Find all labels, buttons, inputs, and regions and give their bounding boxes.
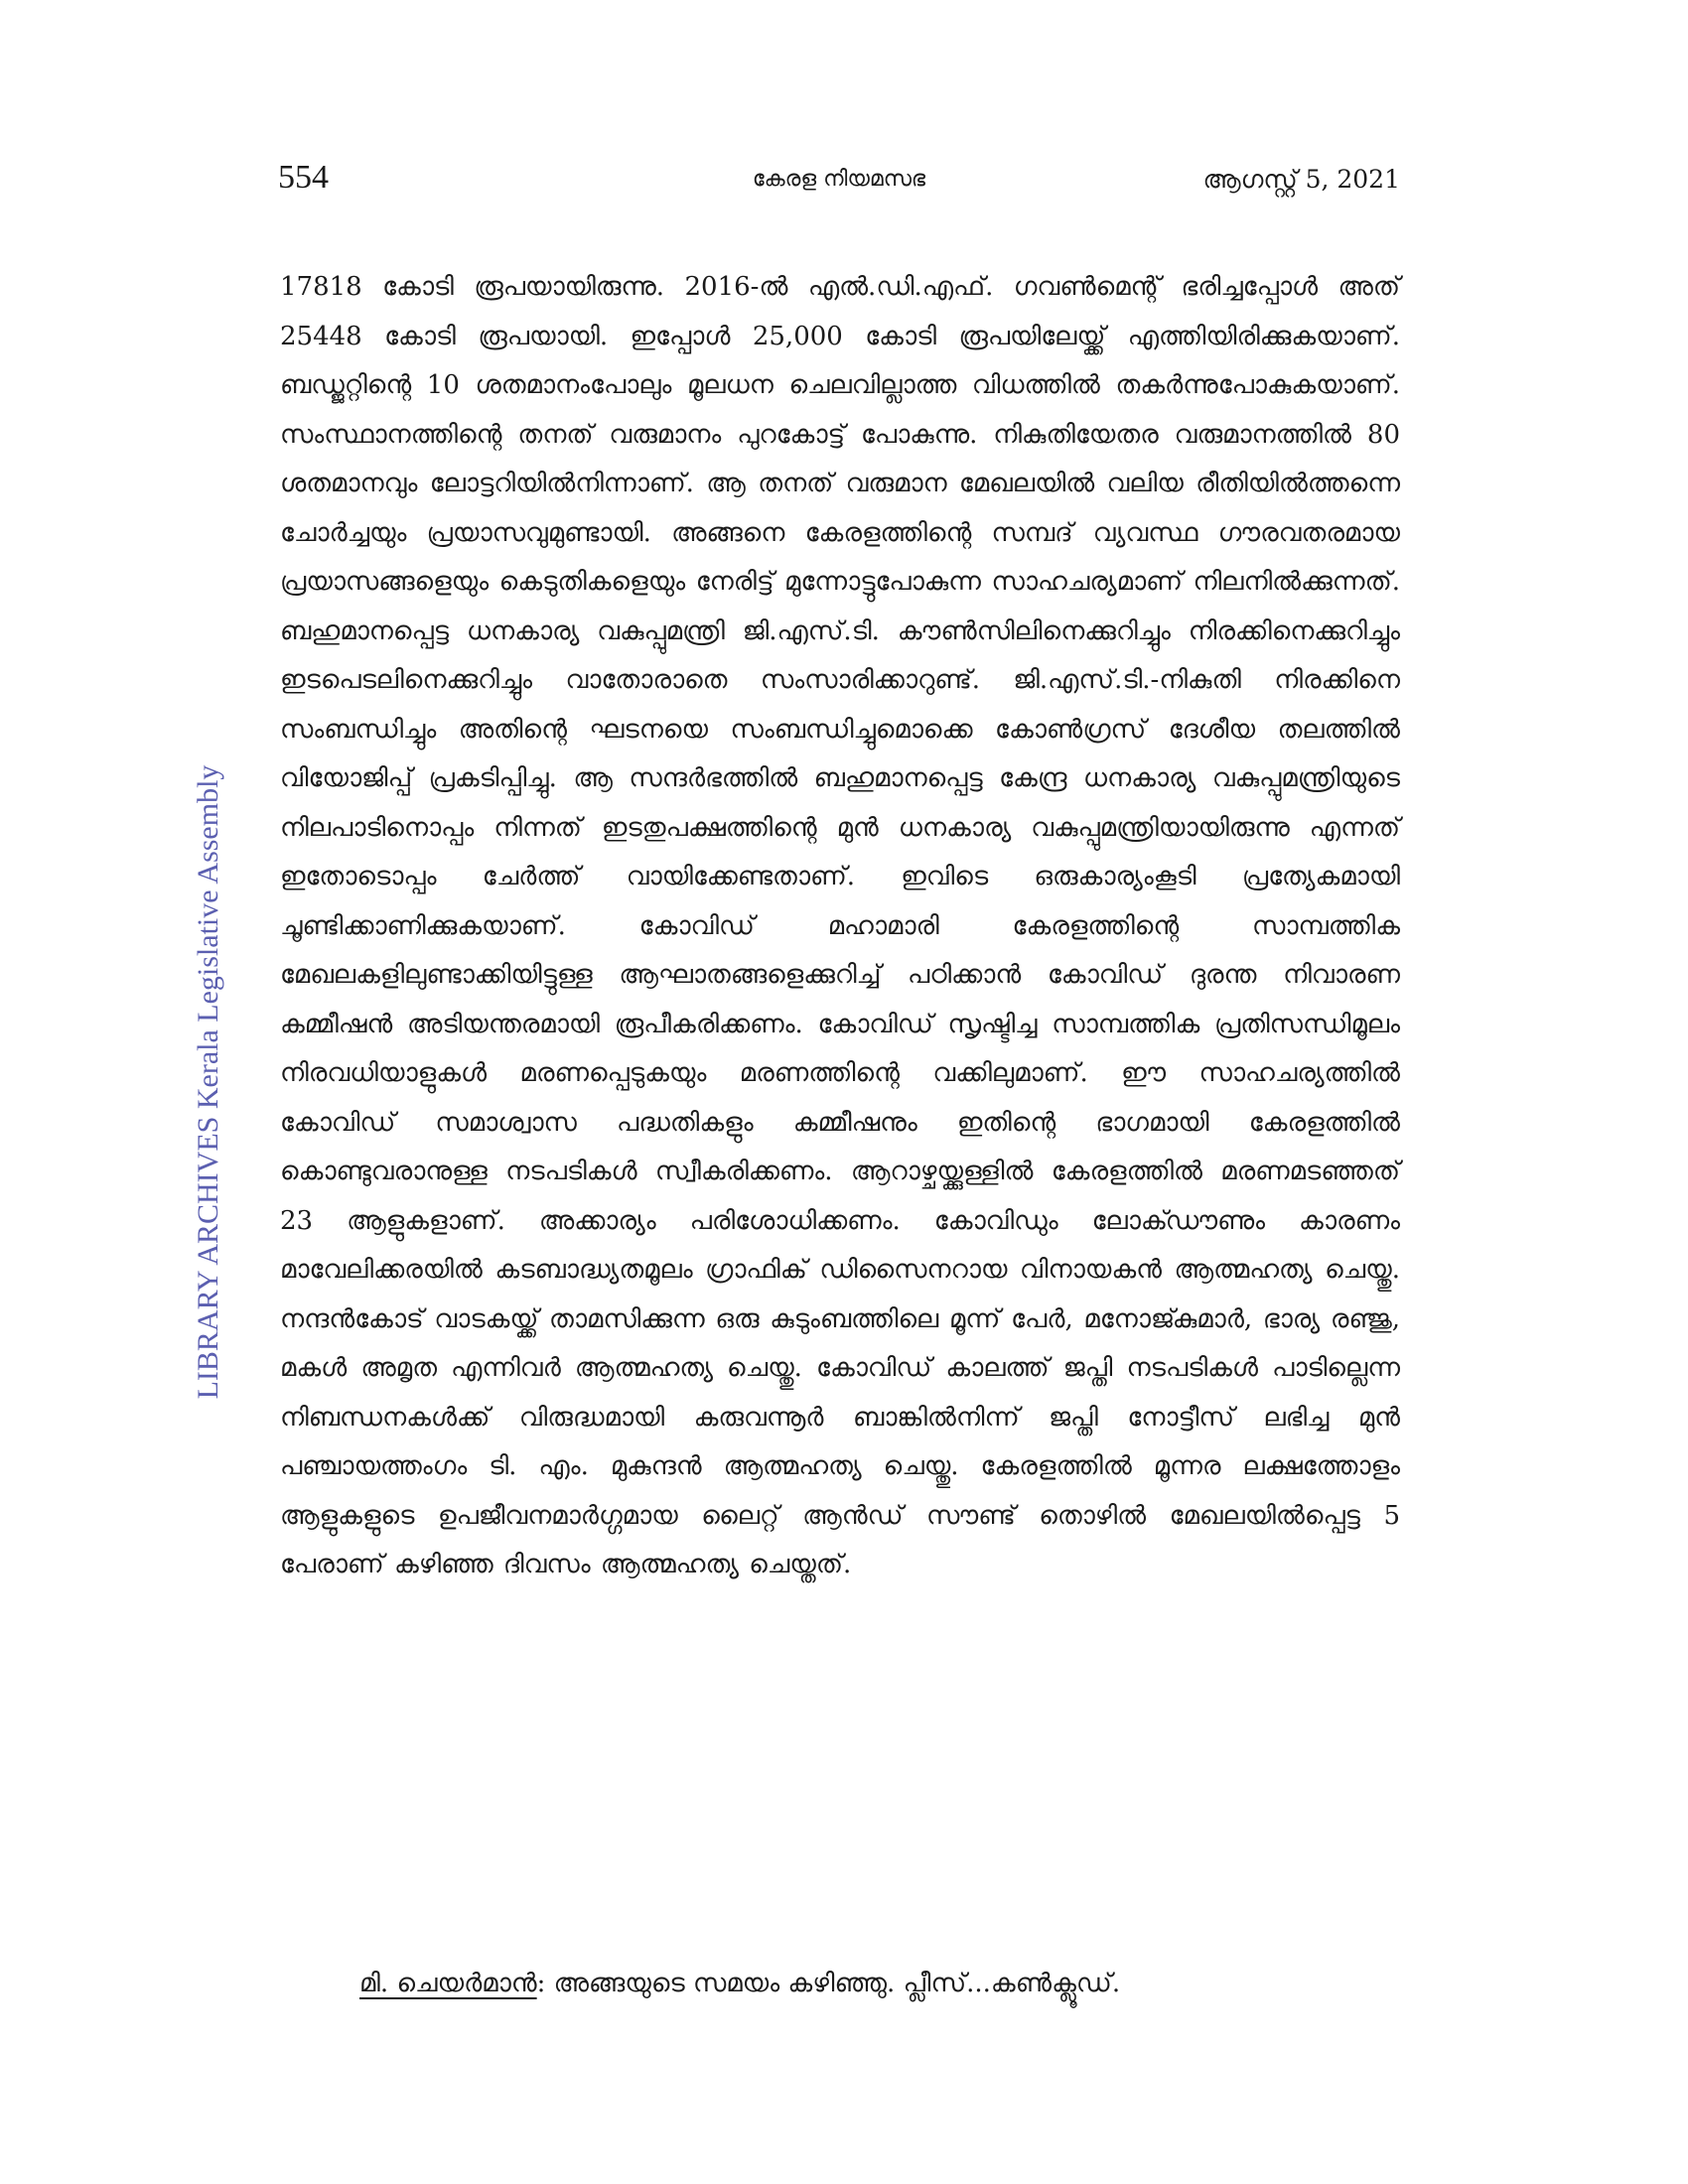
- speaker-text: അങ്ങയുടെ സമയം കഴിഞ്ഞു. പ്ലീസ്...കൺക്ലൂഡ്.: [553, 1969, 1121, 1998]
- archive-watermark: LIBRARY ARCHIVES Kerala Legislative Assembly: [192, 764, 224, 1400]
- page-number: 554: [278, 159, 329, 196]
- speech-paragraph: 17818 കോടി രൂപയായിരുന്നു. 2016-ൽ എൽ.ഡി.എഫ്. ഗവൺമെന്റ് ഭരിച്ചപ്പോൾ അത് 25448 കോടി രൂപയായി. ഇപ്പോൾ 25,000 കോടി രൂപയിലേയ്ക്ക് എത്തിയിരിക്കുകയാണ്. ബഡ്ജറ്റിന്റെ 10 ശതമാനംപോലും മൂലധന ചെലവില്ലാത്ത വിധത്തിൽ തകർന്നുപോകുകയാണ്. സംസ്ഥാനത്തിന്റെ തനത് വരുമാനം പുറകോട്ട് പോകുന്നു. നികുതിയേതര വരുമാനത്തിൽ 80 ശതമാനവും ലോട്ടറിയിൽനിന്നാണ്. ആ തനത് വരുമാന മേഖലയിൽ വലിയ രീതിയിൽത്തന്നെ ചോർച്ചയും പ്രയാസവുമുണ്ടായി. അങ്ങനെ കേരളത്തിന്റെ സമ്പദ് വ്യവസ്ഥ ഗൗരവതരമായ പ്രയാസങ്ങളെയും കെടുതികളെയും നേരിട്ട് മുന്നോട്ടുപോകുന്ന സാഹചര്യമാണ് നിലനിൽക്കുന്നത്. ബഹുമാനപ്പെട്ട ധനകാര്യ വകുപ്പുമന്ത്രി ജി.എസ്.ടി. കൗൺസിലിനെക്കുറിച്ചും നിരക്കിനെക്കുറിച്ചും ഇടപെടലിനെക്കുറിച്ചും വാതോരാതെ സംസാരിക്കാറുണ്ട്. ജി.എസ്.ടി.-നികുതി നിരക്കിനെ സംബന്ധിച്ചും അതിന്റെ ഘടനയെ സംബന്ധിച്ചുമൊക്കെ കോൺഗ്രസ് ദേശീയ തലത്തിൽ വിയോജിപ്പ് പ്രകടിപ്പിച്ചു. ആ സന്ദർഭത്തിൽ ബഹുമാനപ്പെട്ട കേന്ദ്ര ധനകാര്യ വകുപ്പുമന്ത്രിയുടെ നിലപാടിനൊപ്പം നിന്നത് ഇടതുപക്ഷത്തിന്റെ മുൻ ധനകാര്യ വകുപ്പുമന്ത്രിയായിരുന്നു എന്നത് ഇതോടൊപ്പം ചേർത്ത് വായിക്കേണ്ടതാണ്. ഇവിടെ ഒരുകാര്യംകൂടി പ്രത്യേകമായി ചൂണ്ടിക്കാണിക്കുകയാണ്. കോവിഡ് മഹാമാരി കേരളത്തിന്റെ സാമ്പത്തിക മേഖലകളിലുണ്ടാക്കിയിട്ടുള്ള ആഘാതങ്ങളെക്കുറിച്ച് പഠിക്കാൻ കോവിഡ് ദുരന്ത നിവാരണ കമ്മീഷൻ അടിയന്തരമായി രൂപീകരിക്കണം. കോവിഡ് സൃഷ്ടിച്ച സാമ്പത്തിക പ്രതിസന്ധിമൂലം നിരവധിയാളുകൾ മരണപ്പെടുകയും മരണത്തിന്റെ വക്കിലുമാണ്. ഈ സാഹചര്യത്തിൽ കോവിഡ് സമാശ്വാസ പദ്ധതികളും കമ്മീഷനും ഇതിന്റെ ഭാഗമായി കേരളത്തിൽ കൊണ്ടുവരാനുള്ള നടപടികൾ സ്വീകരിക്കണം. ആറാഴ്ചയ്ക്കുള്ളിൽ കേരളത്തിൽ മരണമടഞ്ഞത് 23 ആളുകളാണ്. അക്കാര്യം പരിശോധിക്കണം. കോവിഡും ലോക്ഡൗണും കാരണം മാവേലിക്കരയിൽ കടബാദ്ധ്യതമൂലം ഗ്രാഫിക് ഡിസൈനറായ വിനായകൻ ആത്മഹത്യ ചെയ്തു. നന്ദൻകോട് വാടകയ്ക്ക് താമസിക്കുന്ന ഒരു കുടുംബത്തിലെ മൂന്ന് പേർ, മനോജ്കുമാർ, ഭാര്യ രഞ്ജു, മകൾ അമൃത എന്നിവർ ആത്മഹത്യ ചെയ്തു. കോവിഡ് കാലത്ത് ജപ്തി നടപടികൾ പാടില്ലെന്ന നിബന്ധനകൾക്ക് വിരുദ്ധമായി കരുവന്നൂർ ബാങ്കിൽനിന്ന് ജപ്തി നോട്ടീസ് ലഭിച്ച മുൻ പഞ്ചായത്തംഗം ടി. എം. മുകുന്ദൻ ആത്മഹത്യ ചെയ്തു. കേരളത്തിൽ മൂന്നര ലക്ഷത്തോളം ആളുകളുടെ ഉപജീവനമാർഗ്ഗമായ ലൈറ്റ് ആൻഡ് സൗണ്ട് തൊഴിൽ മേഖലയിൽപ്പെട്ട 5 പേരാണ് കഴിഞ്ഞ ദിവസം ആത്മഹത്യ ചെയ്തത്.: [280, 272, 1400, 1579]
- page-header: [278, 159, 1400, 199]
- speaker-name: മി. ചെയർമാൻ: [359, 1969, 537, 1998]
- speech-body: [280, 263, 1400, 1590]
- header-title: കേരള നിയമസഭ: [752, 167, 926, 192]
- header-date: ആഗസ്റ്റ് 5, 2021: [1202, 165, 1400, 194]
- speaker-line: [359, 1964, 1400, 2003]
- speaker-separator: :: [536, 1969, 554, 1998]
